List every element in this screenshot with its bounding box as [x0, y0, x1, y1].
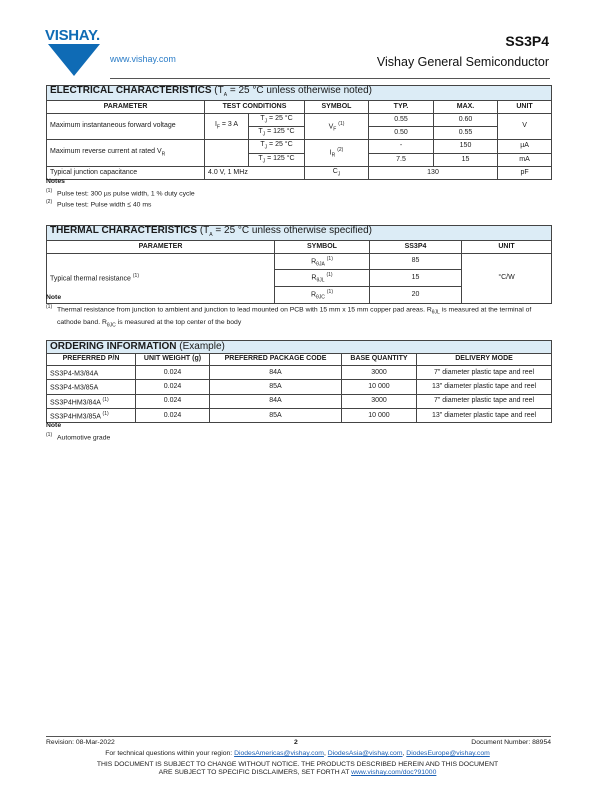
col-unit: UNIT [498, 101, 552, 114]
electrical-notes [46, 177, 551, 210]
notes-heading: Note [46, 422, 62, 429]
vf-typ-25: 0.55 [369, 113, 434, 126]
ir-unit-25: µA [498, 140, 552, 153]
table-row [47, 253, 552, 270]
ir-typ-25: - [369, 140, 434, 153]
pn-cell: SS3P4HM3/84A $^{(1)}$ [47, 394, 136, 408]
vf-temp-125: $T_J = 125$ °C [249, 126, 305, 139]
cj-unit: pF [498, 167, 552, 180]
col-symbol: SYMBOL [305, 101, 369, 114]
vf-max-125: 0.55 [434, 126, 498, 139]
part-number: SS3P4 [505, 33, 549, 49]
vf-symbol: $V_F$ $^{(1)}$ [305, 113, 369, 140]
col-parameter: PARAMETER [47, 241, 275, 254]
mode-cell: 13" diameter plastic tape and reel [417, 380, 552, 394]
support-line: For technical questions within your region: DiodesAmericas@vishay.com, DiodesAsia@vishay.com, DiodesEurope@vishay.com [105, 750, 490, 757]
rjc-value: 20 [370, 286, 462, 303]
vf-max-25: 0.60 [434, 113, 498, 126]
qty-cell: 3000 [342, 394, 417, 408]
rjc-symbol: $R_{\theta JC}$ $^{(1)}$ [275, 286, 370, 303]
table-row [47, 113, 552, 126]
mode-cell: 13" diameter plastic tape and reel [417, 408, 552, 422]
mode-cell: 7" diameter plastic tape and reel [417, 366, 552, 380]
ir-symbol: $I_R$ $^{(2)}$ [305, 140, 369, 167]
note-item: $^{(2)}$ Pulse test: Pulse width ≤ 40 ms [46, 199, 152, 209]
pn-cell: SS3P4-M3/85A [47, 380, 136, 394]
rja-symbol: $R_{\theta JA}$ $^{(1)}$ [275, 253, 370, 270]
table-row [47, 380, 552, 394]
pn-cell: SS3P4-M3/84A [47, 366, 136, 380]
ir-parameter: Maximum reverse current at rated $V_R$ [47, 140, 205, 167]
mode-cell: 7" diameter plastic tape and reel [417, 394, 552, 408]
thermal-unit: °C/W [462, 253, 552, 303]
vf-typ-125: 0.50 [369, 126, 434, 139]
weight-cell: 0.024 [136, 408, 210, 422]
company-name: Vishay General Semiconductor [376, 55, 549, 69]
col-parameter: PARAMETER [47, 101, 205, 114]
revision-date: Revision: 08-Mar-2022 [46, 739, 115, 746]
col-part: SS3P4 [370, 241, 462, 254]
col-delivery-mode: DELIVERY MODE [417, 353, 552, 366]
ordering-title: ORDERING INFORMATION (Example) [47, 341, 552, 354]
ir-temp-125: $T_J = 125$ °C [249, 153, 305, 166]
email-europe-link[interactable]: DiodesEurope@vishay.com [406, 750, 490, 757]
ordering-notes [46, 421, 551, 442]
ordering-information-table [46, 340, 552, 423]
disclaimer-line-1: THIS DOCUMENT IS SUBJECT TO CHANGE WITHOUT NOTICE. THE PRODUCTS DESCRIBED HEREIN AND THIS DOCUMENT [96, 761, 499, 768]
logo-wordmark: VISHAY. [45, 27, 100, 44]
table-header-row [47, 101, 552, 114]
ir-unit-125: mA [498, 153, 552, 166]
weight-cell: 0.024 [136, 380, 210, 394]
thermal-notes [46, 293, 551, 330]
electrical-characteristics-table [46, 85, 552, 180]
vishay-logo [44, 27, 104, 77]
table-row [47, 140, 552, 153]
table-header-row [47, 241, 552, 254]
ir-max-25: 150 [434, 140, 498, 153]
disclaimer-line-2: ARE SUBJECT TO SPECIFIC DISCLAIMERS, SET FORTH AT www.vishay.com/doc?91000 [158, 769, 437, 776]
thermal-characteristics-table [46, 225, 552, 304]
thermal-parameter: Typical thermal resistance $^{(1)}$ [47, 253, 275, 303]
thermal-title: THERMAL CHARACTERISTICS ($T_A = 25$ °C unless otherwise specified) [47, 226, 552, 241]
col-max: MAX. [434, 101, 498, 114]
page-number: 2 [294, 739, 298, 746]
vf-unit: V [498, 113, 552, 140]
code-cell: 85A [210, 408, 342, 422]
col-preferred-pn: PREFERRED P/N [47, 353, 136, 366]
weight-cell: 0.024 [136, 394, 210, 408]
qty-cell: 10 000 [342, 380, 417, 394]
col-unit-weight: UNIT WEIGHT (g) [136, 353, 210, 366]
col-base-quantity: BASE QUANTITY [342, 353, 417, 366]
pn-cell: SS3P4HM3/85A $^{(1)}$ [47, 408, 136, 422]
notes-heading: Note [46, 294, 62, 301]
qty-cell: 10 000 [342, 408, 417, 422]
table-row [47, 366, 552, 380]
ir-condition-empty [205, 140, 249, 167]
col-unit: UNIT [462, 241, 552, 254]
header-divider [110, 78, 550, 79]
email-asia-link[interactable]: DiodesAsia@vishay.com [327, 750, 403, 757]
col-symbol: SYMBOL [275, 241, 370, 254]
qty-cell: 3000 [342, 366, 417, 380]
rjl-value: 15 [370, 270, 462, 287]
footer-divider [46, 736, 551, 737]
code-cell: 85A [210, 380, 342, 394]
rjl-symbol: $R_{\theta JL}$ $^{(1)}$ [275, 270, 370, 287]
note-item: $^{(1)}$ Thermal resistance from junction to ambient and junction to lead mounted on PCB with 15 mm x 15 mm copper pad areas. $R_{\theta JL}$ is measured at the terminal of cathode band. $R_{\theta JC}$ is measured at the top center of the body [46, 303, 532, 328]
code-cell: 84A [210, 366, 342, 380]
note-item: $^{(1)}$ Pulse test: 300 µs pulse width, 1 % duty cycle [46, 187, 195, 197]
vf-condition: $I_F = 3$ A [205, 113, 249, 140]
ir-typ-125: 7.5 [369, 153, 434, 166]
cj-parameter: Typical junction capacitance [47, 167, 205, 180]
vf-temp-25: $T_J = 25$ °C [249, 113, 305, 126]
website-link[interactable]: www.vishay.com [110, 54, 176, 64]
vf-parameter: Maximum instantaneous forward voltage [47, 113, 205, 140]
cj-symbol: $C_J$ [305, 167, 369, 180]
col-test-conditions: TEST CONDITIONS [205, 101, 305, 114]
rja-value: 85 [370, 253, 462, 270]
cj-condition: 4.0 V, 1 MHz [205, 167, 305, 180]
electrical-title: ELECTRICAL CHARACTERISTICS ($T_A = 25$ °C unless otherwise noted) [47, 86, 552, 101]
email-americas-link[interactable]: DiodesAmericas@vishay.com [234, 750, 324, 757]
table-row [47, 394, 552, 408]
document-number: Document Number: 88954 [471, 739, 551, 746]
notes-heading: Notes [46, 178, 65, 185]
code-cell: 84A [210, 394, 342, 408]
col-package-code: PREFERRED PACKAGE CODE [210, 353, 342, 366]
cj-typ: 130 [369, 167, 498, 180]
note-item: $^{(1)}$ Automotive grade [46, 431, 111, 441]
table-header-row [47, 353, 552, 366]
disclaimer-link[interactable]: www.vishay.com/doc?91000 [351, 769, 437, 776]
col-typ: TYP. [369, 101, 434, 114]
ir-max-125: 15 [434, 153, 498, 166]
ir-temp-25: $T_J = 25$ °C [249, 140, 305, 153]
weight-cell: 0.024 [136, 366, 210, 380]
logo-triangle-icon [48, 44, 100, 76]
